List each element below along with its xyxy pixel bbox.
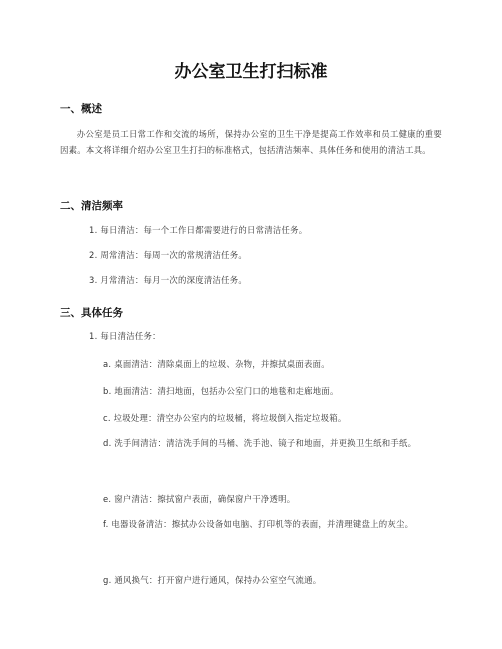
task-item-devices: f. 电器设备清洁：擦拭办公设备如电脑、打印机等的表面，并清理键盘上的灰尘。 xyxy=(103,519,414,529)
task-item-floor: b. 地面清洁：清扫地面，包括办公室门口的地毯和走廊地面。 xyxy=(103,386,339,396)
document-title: 办公室卫生打扫标准 xyxy=(174,62,328,82)
section-heading-overview: 一、概述 xyxy=(60,103,102,115)
overview-paragraph: 办公室是员工日常工作和交流的场所，保持办公室的卫生干净是提高工作效率和员工健康的重要因素。本文将详细介绍办公室卫生打扫的标准格式，包括清洁频率、具体任务和使用的清洁工具。 xyxy=(60,129,442,155)
task-item-restroom: d. 洗手间清洁：清洁洗手间的马桶、洗手池、镜子和地面，并更换卫生纸和手纸。 xyxy=(103,438,417,448)
task-item-trash: c. 垃圾处理：清空办公室内的垃圾桶，将垃圾倒入指定垃圾箱。 xyxy=(103,413,347,423)
frequency-item-daily: 1. 每日清洁：每一个工作日都需要进行的日常清洁任务。 xyxy=(89,225,308,235)
section-heading-tasks: 三、具体任务 xyxy=(60,307,123,319)
task-item-ventilation: g. 通风换气：打开窗户进行通风，保持办公室空气流通。 xyxy=(103,575,322,585)
task-item-window: e. 窗户清洁：擦拭窗户表面，确保窗户干净透明。 xyxy=(103,494,296,504)
tasks-daily-intro: 1. 每日清洁任务： xyxy=(89,331,161,341)
frequency-item-monthly: 3. 月常清洁：每月一次的深度清洁任务。 xyxy=(89,275,248,285)
frequency-item-weekly: 2. 周常清洁：每周一次的常规清洁任务。 xyxy=(89,250,248,260)
section-heading-frequency: 二、清洁频率 xyxy=(60,200,123,212)
task-item-desk: a. 桌面清洁：清除桌面上的垃圾、杂物，并擦拭桌面表面。 xyxy=(103,359,330,369)
